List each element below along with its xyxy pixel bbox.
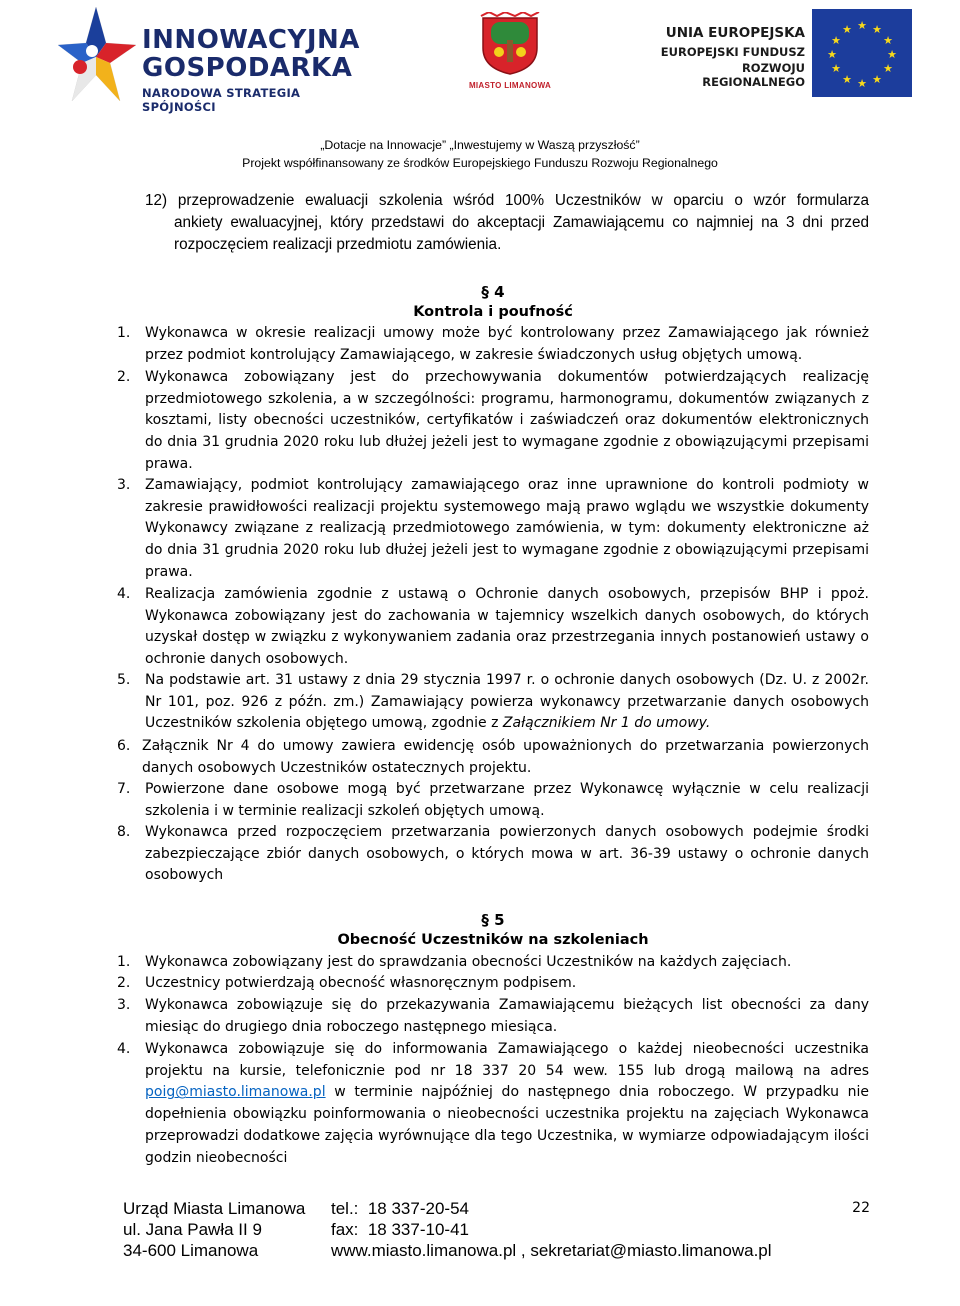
nss-star-icon <box>58 5 138 105</box>
logo-line-nss: NARODOWA STRATEGIA SPÓJNOŚCI <box>142 86 301 114</box>
svg-text:★: ★ <box>842 23 852 36</box>
ue-line-1: UNIA EUROPEJSKA <box>665 25 805 41</box>
item-text: Wykonawca w okresie realizacji umowy może być kontrolowany przez Zamawiającego jak również przez podmiot kontrolujący Zamawiającego, w zakresie świadczonych usług objętych umową. <box>145 325 869 363</box>
item-number: 3. <box>117 477 131 493</box>
project-slogan: „Dotacje na Innowacje” „Inwestujemy w Waszą przyszłość” <box>320 138 640 152</box>
innowacyjna-gospodarka-logo <box>58 5 360 120</box>
item-text-after: w terminie najpóźniej do następnego dnia roboczego. W przypadku nie dopełnienia obowiązku poinformowania o nieobecności uczestnika projektu na zajęciach Wykonawca przeprowadzi dodatkowe zajęcia wyrównujące dla tego Uczestnika, w wymiarze odpowiadającym ilości godzin nieobecności <box>145 1084 869 1166</box>
section-5-item-1 <box>117 952 869 974</box>
section-4-item-7 <box>117 779 869 822</box>
svg-text:★: ★ <box>842 73 852 86</box>
item-text: Wykonawca zobowiązany jest do sprawdzania obecności Uczestników na każdych zajęciach. <box>145 954 792 970</box>
item-text: Uczestnicy potwierdzają obecność własnoręcznym podpisem. <box>145 975 577 991</box>
svg-text:★: ★ <box>857 19 867 32</box>
section-4-title: Kontrola i poufność <box>413 304 573 320</box>
section-5-item-2 <box>117 973 869 995</box>
ue-line-2: EUROPEJSKI FUNDUSZ <box>660 45 805 59</box>
item-number: 7. <box>117 781 131 797</box>
item-text: Powierzone dane osobowe mogą być przetwarzane przez Wykonawcę wyłącznie w celu realizacji szkolenia i w terminie realizacji szkoleń objętych umową. <box>145 781 869 819</box>
item-number: 2. <box>117 975 131 991</box>
item-number: 5. <box>117 672 131 688</box>
item-text-before: Wykonawca zobowiązuje się do informowania Zamawiającego o każdej nieobecności uczestnika projektu na kursie, telefonicznie pod nr 18 337 20 54 wew. 155 lub drogą mailową na adres <box>145 1041 869 1079</box>
item-text: Wykonawca zobowiązany jest do przechowywania dokumentów potwierdzających realizację przedmiotowego szkolenia, a w szczególności: programu, harmonogramu, dokumentów związanych z kosztami, listy obecności uczestników, certyfikatów i zaświadczeń oraz dokumentów elektronicznych do dnia 31 grudnia 2020 roku lub dłużej jeżeli jest to wymagane zgodnie z obowiązującymi przepisami prawa. <box>145 369 869 472</box>
item-12 <box>145 190 869 256</box>
annex-reference: Załącznikiem Nr 1 do umowy. <box>502 715 711 732</box>
unia-europejska-logo <box>650 5 912 105</box>
svg-text:★: ★ <box>857 77 867 90</box>
section-5-title: Obecność Uczestników na szkoleniach <box>337 932 649 948</box>
section-4-item-6 <box>117 736 869 779</box>
section-5-item-3 <box>117 995 869 1038</box>
city-logo-caption: MIASTO LIMANOWA <box>468 81 552 90</box>
section-4-item-8 <box>117 822 869 887</box>
item-text <box>145 1039 869 1169</box>
item-number: 3. <box>117 997 131 1013</box>
item-number: 4. <box>117 1041 131 1057</box>
section-4-number: § 4 <box>481 283 505 301</box>
item-12-line-3: rozpoczęciem realizacji przedmiotu zamówienia. <box>174 236 502 253</box>
svg-text:★: ★ <box>887 48 897 61</box>
svg-text:★: ★ <box>831 34 841 47</box>
footer-street: ul. Jana Pawła II 9 <box>123 1220 262 1239</box>
footer-postal: 34-600 Limanowa <box>123 1241 259 1260</box>
item-text-main: Na podstawie art. 31 ustawy z dnia 29 stycznia 1997 r. o ochronie danych osobowych (Dz. U. z 2002r. Nr 101, poz. 926 z późn. zm.) Zamawiający powierza wykonawcy przetwarzanie danych osobowych Uczestników szkolenia objętego umową, zgodnie z <box>145 672 869 732</box>
item-12-line-1: 12) przeprowadzenie ewaluacji szkolenia wśród 100% Uczestników w oparciu o wzór formularza <box>145 192 869 209</box>
item-text: Realizacja zamówienia zgodnie z ustawą o Ochronie danych osobowych, przepisów BHP i ppoż. Wykonawca zobowiązany jest do zachowania w tajemnicy wszelkich danych osobowych, do których uzyskał dostęp w związku z wykonywaniem zadania oraz przestrzegania innych postanowień ustawy o ochronie danych osobowych. <box>145 586 869 668</box>
svg-text:★: ★ <box>831 62 841 75</box>
item-text <box>145 670 869 735</box>
item-text: Załącznik Nr 4 do umowy zawiera ewidencję osób upoważnionych do przetwarzania powierzonych danych osobowych Uczestników ostatecznych projektu. <box>142 738 869 776</box>
notification-email-link[interactable]: poig@miasto.limanowa.pl <box>145 1084 326 1101</box>
svg-text:★: ★ <box>883 34 893 47</box>
footer-website-email: www.miasto.limanowa.pl , sekretariat@miasto.limanowa.pl <box>331 1241 772 1260</box>
section-5-item-4 <box>117 1039 869 1169</box>
item-text: Wykonawca zobowiązuje się do przekazywania Zamawiającemu bieżących list obecności za dany miesiąc do drugiego dnia roboczego następnego miesiąca. <box>145 997 869 1035</box>
logo-line-gospodarka: GOSPODARKA <box>142 53 353 83</box>
ue-line-3: ROZWOJU REGIONALNEGO <box>702 61 805 89</box>
svg-text:★: ★ <box>827 48 837 61</box>
footer-telephone: tel.: 18 337-20-54 <box>331 1199 469 1218</box>
miasto-limanowa-logo <box>465 12 555 92</box>
item-text: Wykonawca przed rozpoczęciem przetwarzania powierzonych danych osobowych podejmie środki zabezpieczające zbiór danych osobowych, o których mowa w art. 36-39 ustawy o ochronie danych osobowych <box>145 824 869 884</box>
item-number: 1. <box>117 325 131 341</box>
section-4-item-2 <box>117 367 869 476</box>
project-cofinancing-note: Projekt współfinansowany ze środków Europejskiego Funduszu Rozwoju Regionalnego <box>242 156 718 170</box>
item-12-line-2: ankiety ewaluacyjnej, który przedstawi do akceptacji Zamawiającemu co najmniej na 3 dni przed <box>174 214 869 231</box>
svg-text:★: ★ <box>872 73 882 86</box>
section-4-item-5 <box>117 670 869 735</box>
footer-fax: fax: 18 337-10-41 <box>331 1220 469 1239</box>
item-number: 2. <box>117 369 131 385</box>
svg-text:★: ★ <box>883 62 893 75</box>
section-4-item-1 <box>117 323 869 366</box>
item-number: 8. <box>117 824 131 840</box>
item-number: 4. <box>117 586 131 602</box>
svg-text:★: ★ <box>872 23 882 36</box>
item-number: 1. <box>117 954 131 970</box>
section-5-number: § 5 <box>481 911 505 929</box>
page-number: 22 <box>852 1200 870 1216</box>
footer-office: Urząd Miasta Limanowa <box>123 1199 306 1218</box>
eu-flag-icon <box>812 9 912 97</box>
logo-line-innowacyjna: INNOWACYJNA <box>142 25 360 55</box>
item-number: 6. <box>117 738 131 754</box>
section-4-item-3 <box>117 475 869 584</box>
item-text: Zamawiający, podmiot kontrolujący zamawiającego oraz inne uprawnione do kontroli podmioty w zakresie prawidłowości realizacji projektu systemowego mają prawo wglądu we wszystkie dokumenty Wykonawcy związane z realizacją przedmiotowego zamówienia, w tym: dokumenty elektroniczne aż do dnia 31 grudnia 2020 roku lub dłużej jeżeli jest to wymagane zgodnie z obowiązującymi przepisami prawa. <box>145 477 869 580</box>
section-4-item-4 <box>117 584 869 671</box>
city-crest-icon <box>479 12 541 76</box>
